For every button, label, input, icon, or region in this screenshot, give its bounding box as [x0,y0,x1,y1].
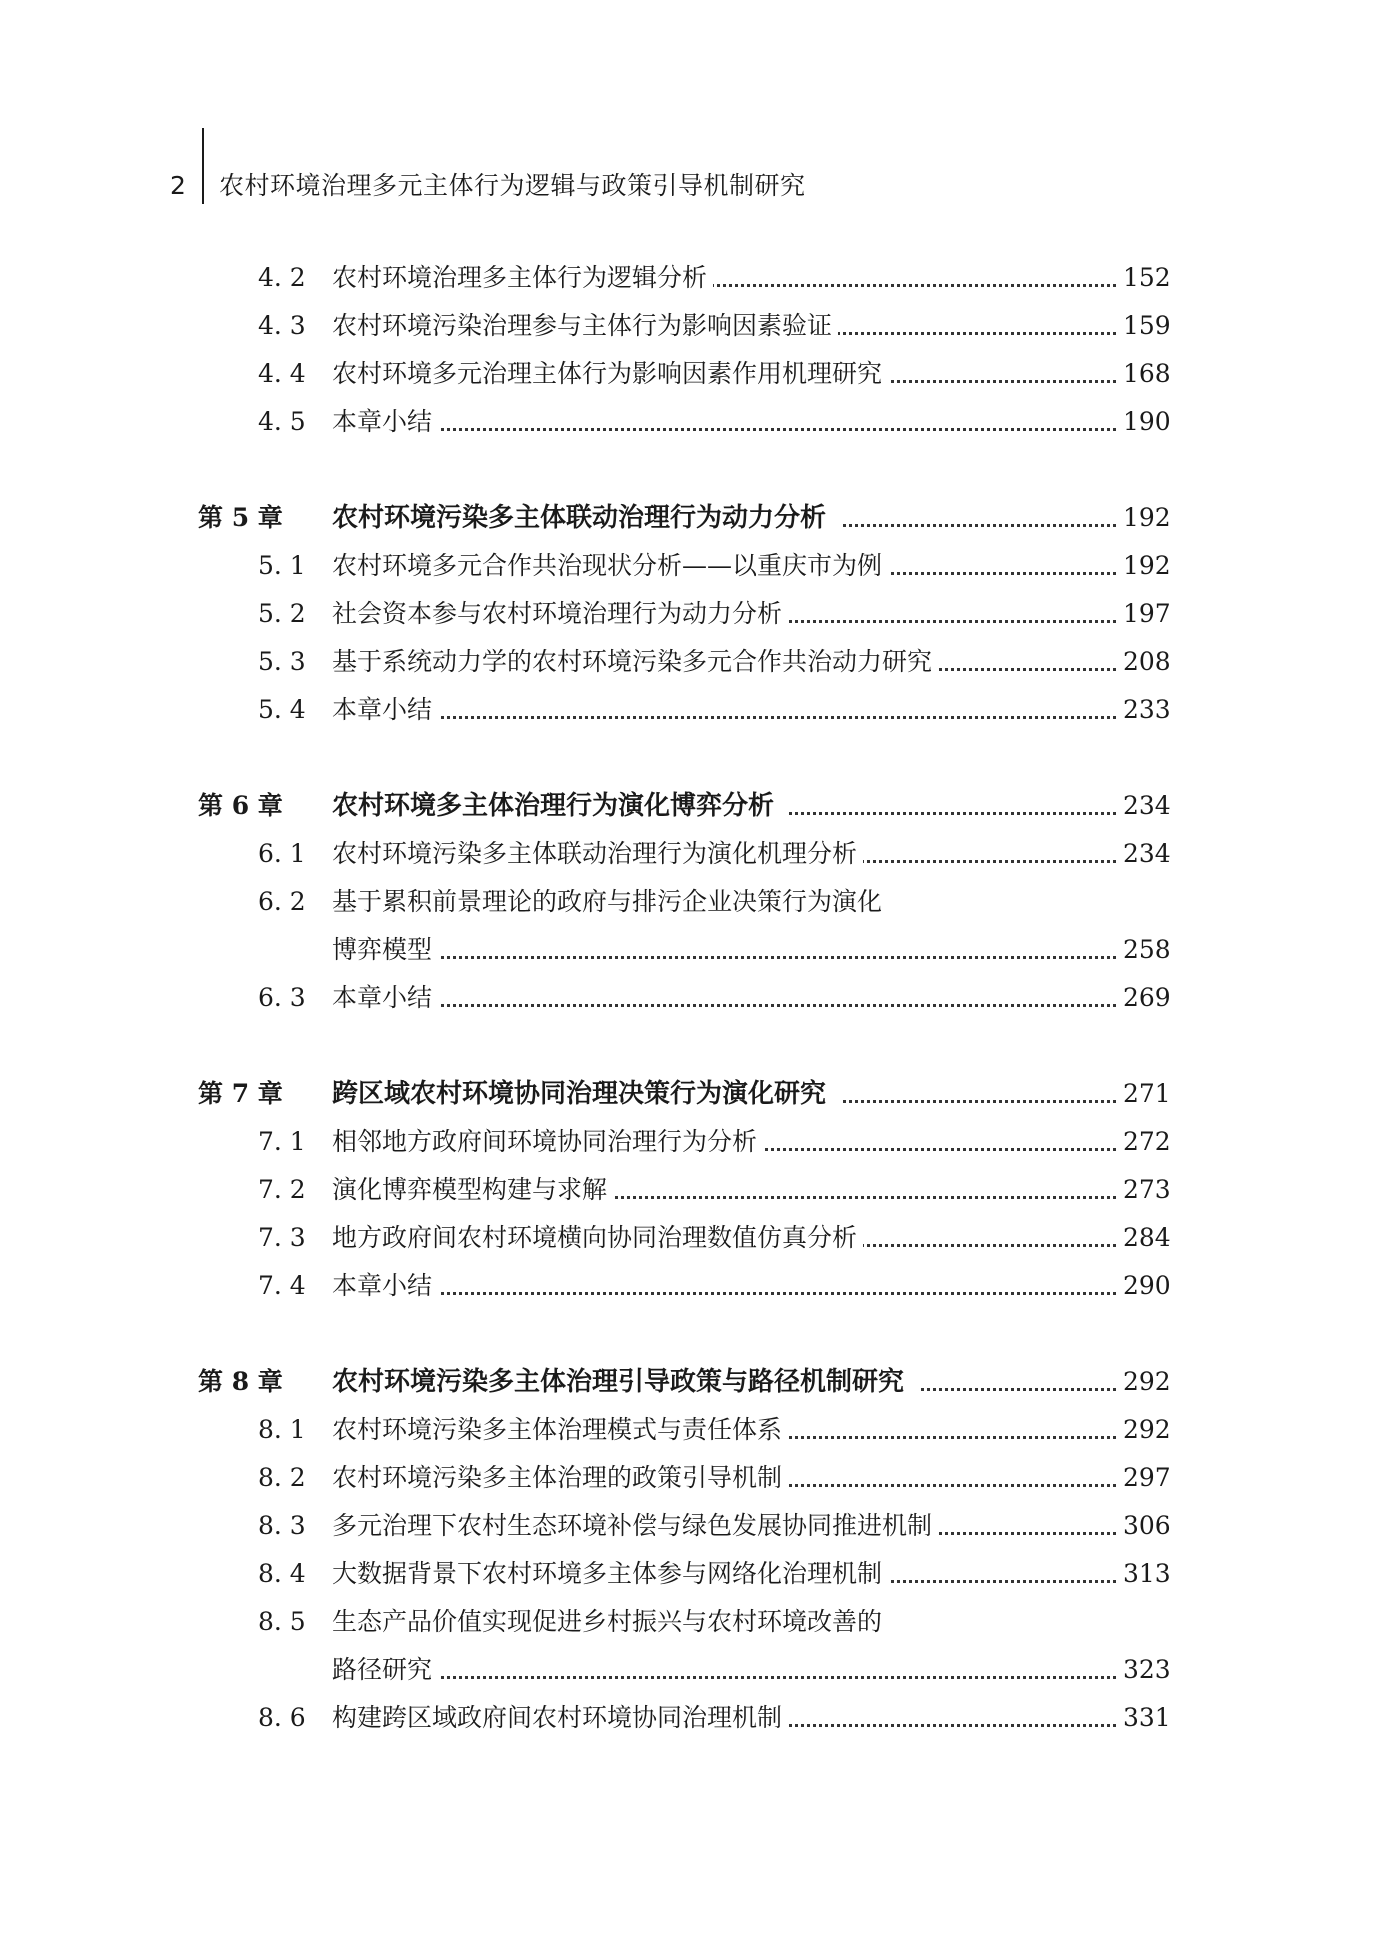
page-reference: 290 [1119,1266,1167,1306]
section-title: 大数据背景下农村环境多主体参与网络化治理机制 [332,1554,888,1594]
toc-entry-5-2[interactable] [0,594,1385,634]
page-reference: 331 [1119,1698,1167,1738]
page-reference: 292 [1119,1362,1167,1402]
toc-entry-6-3[interactable] [0,978,1385,1018]
toc-entry-8-3[interactable] [0,1506,1385,1546]
page-reference: 292 [1119,1410,1167,1450]
page-reference: 273 [1119,1170,1167,1210]
chapter-number: 第 8 章 [198,1367,283,1396]
section-title: 本章小结 [332,1266,438,1306]
page-reference: 272 [1119,1122,1167,1162]
page-reference: 284 [1119,1218,1167,1258]
section-number: 8. 1 [258,1415,306,1444]
page-reference: 323 [1119,1650,1167,1690]
toc-entry-7-1[interactable] [0,1122,1385,1162]
chapter-number: 第 6 章 [198,791,283,820]
toc-entry-5-1[interactable] [0,546,1385,586]
page-reference: 192 [1119,546,1167,586]
section-title: 地方政府间农村环境横向协同治理数值仿真分析 [332,1218,863,1258]
section-title: 农村环境污染多主体治理的政策引导机制 [332,1458,788,1498]
toc-entry-6-2-continued[interactable] [0,930,1385,970]
chapter-title: 农村环境污染多主体治理引导政策与路径机制研究 [332,1362,918,1402]
section-number: 8. 2 [258,1463,306,1492]
page-reference: 234 [1119,834,1167,874]
section-number: 4. 2 [258,263,306,292]
section-number: 8. 6 [258,1703,306,1732]
page-number: 2 [170,171,186,200]
toc-entry-8-5[interactable] [0,1602,1385,1642]
section-number: 5. 1 [258,551,306,580]
section-title-continued: 博弈模型 [332,930,438,970]
page-reference: 297 [1119,1458,1167,1498]
section-number: 5. 4 [258,695,306,724]
page-reference: 152 [1119,258,1167,298]
toc-entry-8-1[interactable] [0,1410,1385,1450]
section-number: 4. 4 [258,359,306,388]
section-number: 5. 2 [258,599,306,628]
section-number: 7. 2 [258,1175,306,1204]
section-title: 多元治理下农村生态环境补偿与绿色发展协同推进机制 [332,1506,938,1546]
section-number: 7. 1 [258,1127,306,1156]
page-reference: 159 [1119,306,1167,346]
page-reference: 258 [1119,930,1167,970]
book-title: 农村环境治理多元主体行为逻辑与政策引导机制研究 [219,171,806,200]
section-title: 农村环境多元治理主体行为影响因素作用机理研究 [332,354,888,394]
page-reference: 306 [1119,1506,1167,1546]
section-title: 本章小结 [332,690,438,730]
toc-entry-8-4[interactable] [0,1554,1385,1594]
section-title: 社会资本参与农村环境治理行为动力分析 [332,594,788,634]
section-title: 基于累积前景理论的政府与排污企业决策行为演化 [332,882,888,922]
chapter-number: 第 7 章 [198,1079,283,1108]
section-number: 8. 4 [258,1559,306,1588]
page-reference: 190 [1119,402,1167,442]
page-reference: 234 [1119,786,1167,826]
page-reference: 197 [1119,594,1167,634]
dot-leader [332,1004,1122,1007]
section-title: 基于系统动力学的农村环境污染多元合作共治动力研究 [332,642,938,682]
dot-leader [332,956,1122,959]
dot-leader [332,428,1122,431]
toc-entry-8-2[interactable] [0,1458,1385,1498]
toc-entry-6-1[interactable] [0,834,1385,874]
section-title: 本章小结 [332,402,438,442]
page-reference: 233 [1119,690,1167,730]
section-number: 5. 3 [258,647,306,676]
toc-entry-4-2[interactable] [0,258,1385,298]
section-title-continued: 路径研究 [332,1650,438,1690]
section-number: 4. 5 [258,407,306,436]
page-reference: 208 [1119,642,1167,682]
section-title: 构建跨区域政府间农村环境协同治理机制 [332,1698,788,1738]
toc-chapter-8[interactable] [0,1362,1385,1402]
section-number: 7. 3 [258,1223,306,1252]
section-title: 农村环境多元合作共治现状分析——以重庆市为例 [332,546,888,586]
toc-entry-4-4[interactable] [0,354,1385,394]
section-title: 生态产品价值实现促进乡村振兴与农村环境改善的 [332,1602,888,1642]
page-reference: 168 [1119,354,1167,394]
section-number: 6. 2 [258,887,306,916]
section-number: 8. 5 [258,1607,306,1636]
toc-entry-4-3[interactable] [0,306,1385,346]
section-number: 7. 4 [258,1271,306,1300]
dot-leader [332,1292,1122,1295]
toc-chapter-7[interactable] [0,1074,1385,1114]
section-title: 农村环境污染治理参与主体行为影响因素验证 [332,306,838,346]
section-number: 8. 3 [258,1511,306,1540]
section-number: 6. 1 [258,839,306,868]
section-number: 4. 3 [258,311,306,340]
section-number: 6. 3 [258,983,306,1012]
toc-entry-7-3[interactable] [0,1218,1385,1258]
toc-entry-7-2[interactable] [0,1170,1385,1210]
page-reference: 192 [1119,498,1167,538]
chapter-title: 农村环境多主体治理行为演化博弈分析 [332,786,788,826]
toc-entry-8-5-continued[interactable] [0,1650,1385,1690]
section-title: 农村环境污染多主体治理模式与责任体系 [332,1410,788,1450]
dot-leader [332,716,1122,719]
toc-chapter-6[interactable] [0,786,1385,826]
chapter-title: 农村环境污染多主体联动治理行为动力分析 [332,498,840,538]
toc-entry-5-4[interactable] [0,690,1385,730]
section-title: 本章小结 [332,978,438,1018]
toc-entry-5-3[interactable] [0,642,1385,682]
section-title: 农村环境污染多主体联动治理行为演化机理分析 [332,834,863,874]
toc-entry-8-6[interactable] [0,1698,1385,1738]
page-reference: 313 [1119,1554,1167,1594]
chapter-number: 第 5 章 [198,503,283,532]
section-title: 演化博弈模型构建与求解 [332,1170,613,1210]
toc-chapter-5[interactable] [0,498,1385,538]
page-reference: 271 [1119,1074,1167,1114]
dot-leader [332,1676,1122,1679]
toc-entry-7-4[interactable] [0,1266,1385,1306]
page-reference: 269 [1119,978,1167,1018]
chapter-title: 跨区域农村环境协同治理决策行为演化研究 [332,1074,840,1114]
section-title: 农村环境治理多主体行为逻辑分析 [332,258,713,298]
toc-entry-6-2[interactable] [0,882,1385,922]
toc-entry-4-5[interactable] [0,402,1385,442]
section-title: 相邻地方政府间环境协同治理行为分析 [332,1122,763,1162]
